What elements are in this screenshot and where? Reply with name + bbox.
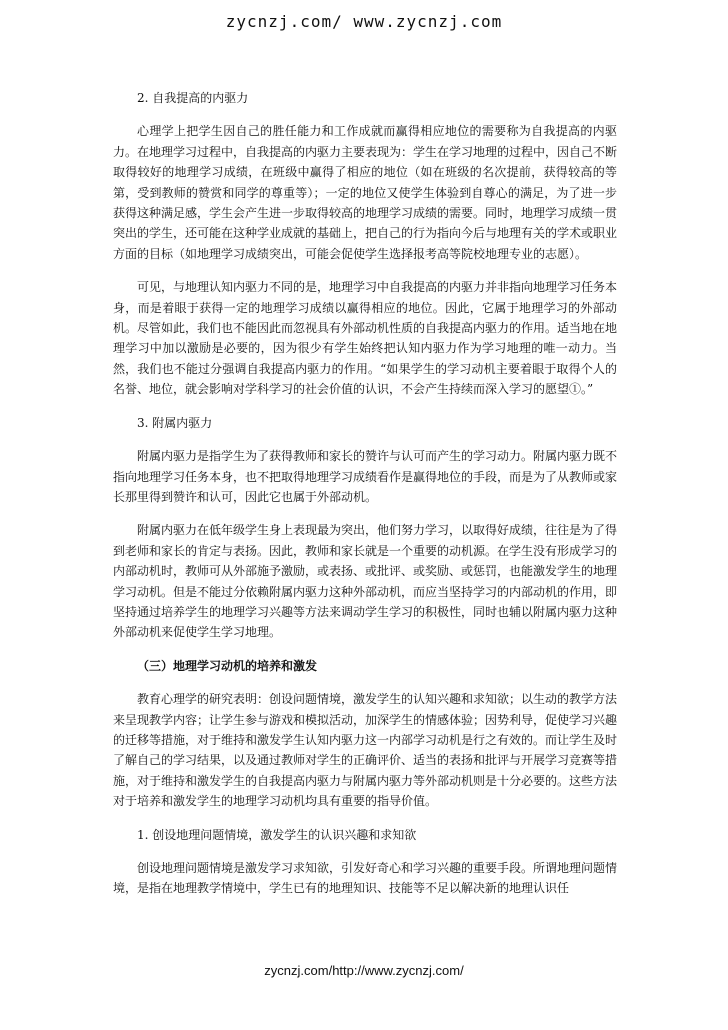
paragraph: 创设地理问题情境是激发学习求知欲，引发好奇心和学习兴趣的重要手段。所谓地理问题情境，是指在地理教学情境中，学生已有的地理知识、技能等不足以解决新的地理认识任 xyxy=(113,861,618,896)
paragraph: 心理学上把学生因自己的胜任能力和工作成就而赢得相应地位的需要称为自我提高的内驱力。在地理学习过程中，自我提高的内驱力主要表现为：学生在学习地理的过程中，因自己不断取得较好的地理学习成绩，在班级中赢得了相应的地位（如在班级的名次提前，获得较高的等第，受到教师的赞赏和同学的尊重等）；一定的地位又使学生体验到自尊心的满足，为了进一步获得这种满足感，学生会产生进一步取得较高的地理学习成绩的需要。同时，地理学习成绩一贯突出的学生，还可能在这种学业成就的基础上，把自己的行为指向今后与地理有关的学术或职业方面的目标（如地理学习成绩突出，可能会促使学生选择报考高等院校地理专业的志愿）。 xyxy=(113,124,618,261)
section-heading: 2. 自我提高的内驱力 xyxy=(137,91,249,105)
paragraph: 附属内驱力是指学生为了获得教师和家长的赞许与认可而产生的学习动力。附属内驱力既不指向地理学习任务本身，也不把取得地理学习成绩看作是赢得地位的手段，而是为了从教师或家长那里得到赞许和认可，因此它也属于外部动机。 xyxy=(113,449,618,504)
section-heading: 3. 附属内驱力 xyxy=(137,415,213,430)
paragraph: 可见，与地理认知内驱力不同的是，地理学习中自我提高的内驱力并非指向地理学习任务本身，而是着眼于获得一定的地理学习成绩以赢得相应的地位。因此，它属于地理学习的外部动机。尽管如此，我们也不能因此而忽视具有外部动机性质的自我提高内驱力的作用。适当地在地理学习中加以激励是必要的，因为很少有学生始终把认知内驱力作为学习地理的唯一动力。当然，我们也不能过分强调自我提高内驱力的作用。“如果学生的学习动机主要着眼于取得个人的名誉、地位，就会影响对学科学习的社会价值的认识，不会产生持续而深入学习的愿望①。” xyxy=(113,280,618,397)
document-body xyxy=(113,88,617,912)
paragraph: 附属内驱力在低年级学生身上表现最为突出，他们努力学习，以取得好成绩，往往是为了得到老师和家长的肯定与表扬。因此，教师和家长就是一个重要的动机源。在学生没有形成学习的内部动机时，教师可从外部施予激励，或表扬、或批评、或奖励、或惩罚，也能激发学生的地理学习动机。但是不能过分依赖附属内驱力这种外部动机，而应当坚持学习的内部动机的作用，即坚持通过培养学生的地理学习兴趣等方法来调动学生学习的积极性，同时也辅以附属内驱力这种外部动机来促使学生学习地理。 xyxy=(113,523,618,640)
page-footer: zycnzj.com/http://www.zycnzj.com/ xyxy=(264,963,464,978)
paragraph: 教育心理学的研究表明：创设问题情境，激发学生的认知兴趣和求知欲；以生动的教学方法来呈现教学内容；让学生参与游戏和模拟活动，加深学生的情感体验；因势利导，促使学习兴趣的迁移等措施，对于维持和激发学生认知内驱力这一内部学习动机是行之有效的。而让学生及时了解自己的学习结果，以及通过教师对学生的正确评价、适当的表扬和批评与开展学习竞赛等措施，对于维持和激发学生的自我提高内驱力与附属内驱力等外部动机则是十分必要的。这些方法对于培养和激发学生的地理学习动机均具有重要的指导价值。 xyxy=(113,692,618,809)
section-heading: 1. 创设地理问题情境，激发学生的认识兴趣和求知欲 xyxy=(137,827,417,842)
chapter-heading: （三）地理学习动机的培养和激发 xyxy=(137,658,318,673)
page-header: zycnzj.com/ www.zycnzj.com xyxy=(225,12,503,31)
